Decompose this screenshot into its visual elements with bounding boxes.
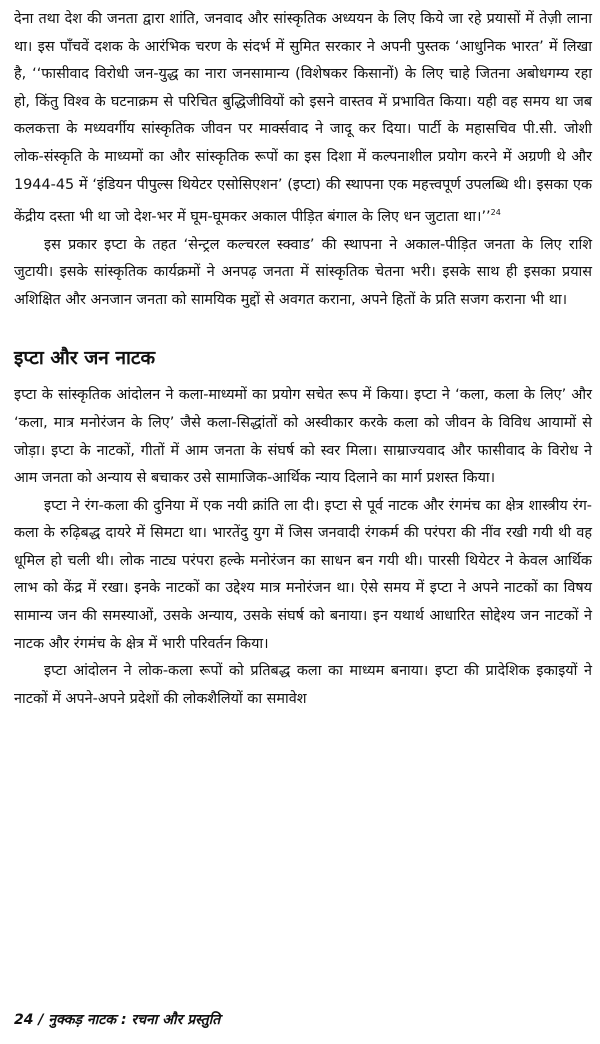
paragraph: इप्टा ने रंग-कला की दुनिया में एक नयी क्रांति ला दी। इप्टा से पूर्व नाटक और रंगमंच का क्षेत्र शास्त्रीय रंग-कला के रुढ़िबद्ध दायरे में सिमटा था। भारतेंदु युग में जिस जनवादी रंगकर्म की परंपरा की नींव रखी गयी थी वह धूमिल हो चली थी। लोक नाट्य परंपरा हल्के मनोरंजन का साधन बन गयी थी। पारसी थियेटर ने केवल आर्थिक लाभ को केंद्र में रखा। इनके नाटकों का उद्देश्य मात्र मनोरंजन था। ऐसे समय में इप्टा ने अपने नाटकों का विषय सामान्य जन की समस्याओं, उसके अन्याय, उसके संघर्ष को बनाया। इन यथार्थ आधारित सोद्देश्य जन नाटकों ने नाटक और रंगमंच के क्षेत्र में भारी परिवर्तन किया।: [14, 497, 592, 652]
section-spacer: [14, 314, 592, 344]
page-footer: 24 / नुक्कड़ नाटक : रचना और प्रस्तुति: [14, 1012, 221, 1028]
paragraph: इप्टा आंदोलन ने लोक-कला रूपों को प्रतिबद्ध कला का माध्यम बनाया। इप्टा की प्रादेशिक इकाइयों ने नाटकों में अपने-अपने प्रदेशों की लोकशैलियों का समावेश: [14, 663, 592, 707]
paragraph: इप्टा के सांस्कृतिक आंदोलन ने कला-माध्यमों का प्रयोग सचेत रूप में किया। इप्टा ने ‘कला, कला के लिए’ और ‘कला, मात्र मनोरंजन के लिए’ जैसे कला-सिद्धांतों को अस्वीकार करके कला को जीवन के विविध आयामों से जोड़ा। इप्टा के नाटकों, गीतों में आम जनता के संघर्ष को स्वर मिला। साम्राज्यवाद और फासीवाद के विरोध ने आम जनता को अन्याय से बचाकर उसे सामाजिक-आर्थिक न्याय दिलाने का मार्ग प्रशस्त किया।: [14, 387, 592, 487]
paragraph-text: देना तथा देश की जनता द्वारा शांति, जनवाद और सांस्कृतिक अध्ययन के लिए किये जा रहे प्रयासों में तेज़ी लाना था। इस पाँचवें दशक के आरंभिक चरण के संदर्भ में सुमित सरकार ने अपनी पुस्तक ‘आधुनिक भारत’ में लिखा है, ‘‘फासीवाद विरोधी जन-युद्ध का नारा जनसामान्य (विशेषकर किसानों) के लिए चाहे जितना अबोधगम्य रहा हो, किंतु विश्व के घटनाक्रम से परिचित बुद्धिजीवियों को इसने वास्तव में प्रभावित किया। यही वह समय था जब कलकत्ता के मध्यवर्गीय सांस्कृतिक जीवन पर मार्क्सवाद ने जादू कर दिया। पार्टी के महासचिव पी.सी. जोशी लोक-संस्कृति के माध्यमों का और सांस्कृतिक रूपों का इस दिशा में कल्पनाशील प्रयोग करने में अग्रणी थे और 1944-45 में ‘इंडियन पीपुल्स थियेटर एसोसिएशन’ (इप्टा) की स्थापना एक महत्त्वपूर्ण उपलब्धि थी। इसका एक केंद्रीय दस्ता भी था जो देश-भर में घूम-घूमकर अकाल पीड़ित बंगाल के लिए धन जुटाता था।’’: [14, 11, 592, 225]
paragraph: [14, 6, 592, 232]
heading-spacer: [14, 372, 592, 382]
paragraph: इस प्रकार इप्टा के तहत ‘सेन्ट्रल कल्चरल स्क्वाड’ की स्थापना ने अकाल-पीड़ित जनता के लिए राशि जुटायी। इसके सांस्कृतिक कार्यक्रमों ने अनपढ़ जनता में सांस्कृतिक चेतना भरी। इसके साथ ही इसका प्रयास अशिक्षित और अनजान जनता को सामयिक मुद्दों से अवगत कराना, अपने हितों के प्रति सजग कराना भी था।: [14, 236, 592, 308]
footnote-reference: 24: [490, 208, 501, 218]
section-heading: इप्टा और जन नाटक: [14, 347, 156, 370]
page-body: [14, 6, 592, 713]
